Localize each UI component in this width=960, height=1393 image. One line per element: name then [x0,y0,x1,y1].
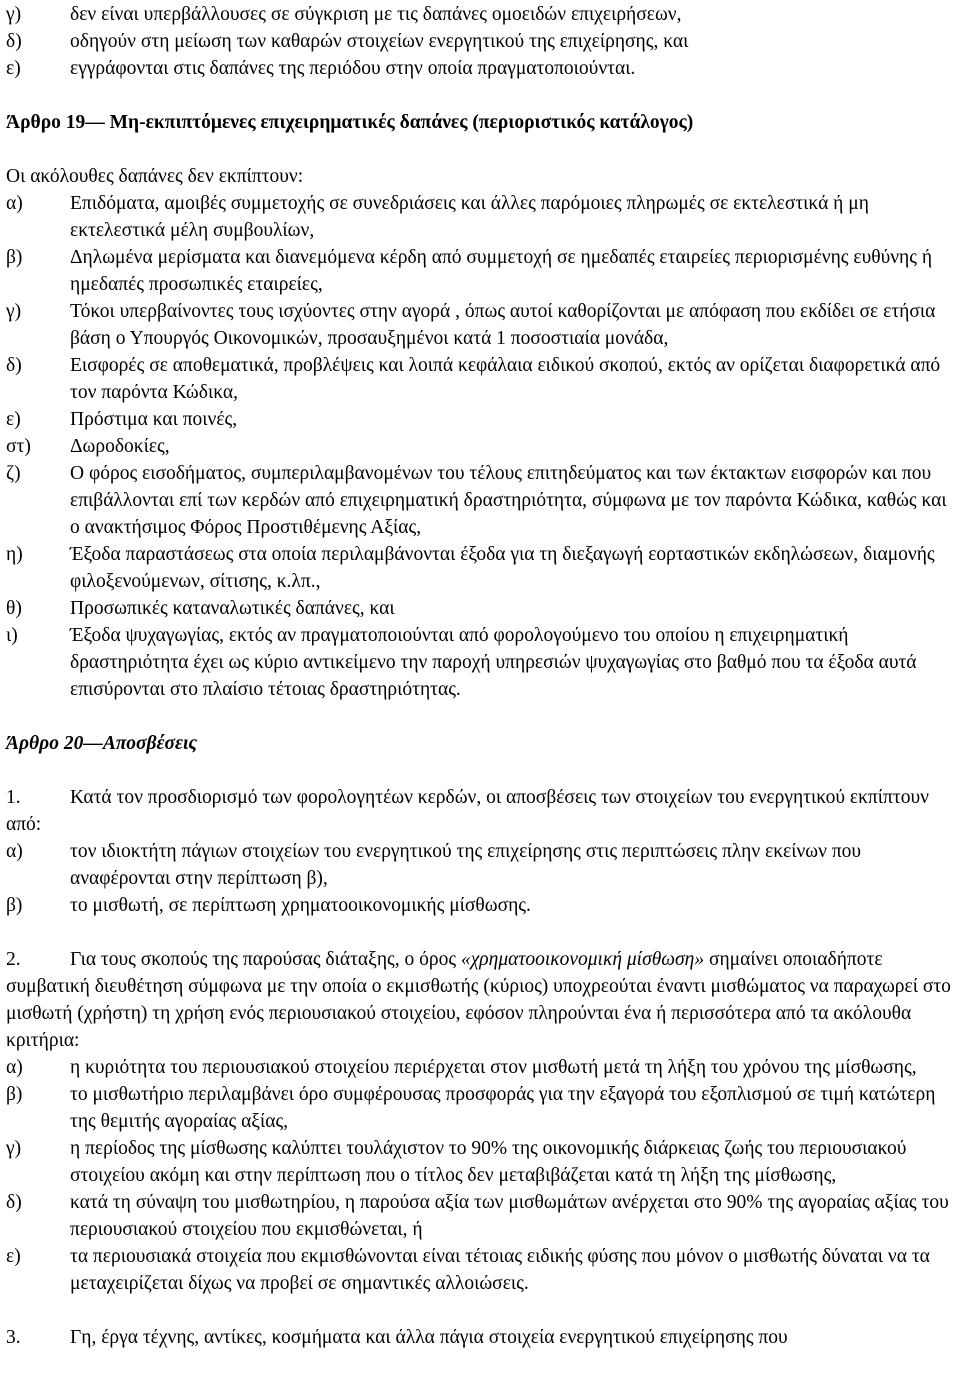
item-text: Έξοδα παραστάσεως στα οποία περιλαμβάνονται έξοδα για τη διεξαγωγή εορταστικών εκδηλώσεων, διαμονής φιλοξενούμενων, σίτισης, κ.λπ., [70,544,935,592]
item-text: το μισθωτήριο περιλαμβάνει όρο συμφέρουσας προσφοράς για την εξαγορά του εξοπλισμού σε τιμή κατώτερη της θεμιτής αγοραίας αξίας, [70,1084,936,1132]
article-19-intro: Οι ακόλουθες δαπάνες δεν εκπίπτουν: [6,166,304,187]
item-text: η περίοδος της μίσθωσης καλύπτει τουλάχιστον το 90% της οικονομικής διάρκειας ζωής του περιουσιακού στοιχείου ακόμη και στην περίπτωση που ο τίτλος δεν μεταβιβάζεται κατά τη λήξη της μίσθωσης, [70,1138,907,1186]
list-item [6,352,954,406]
item-marker: β) [6,1084,23,1105]
item-marker: β) [6,247,23,268]
item-text: Έξοδα ψυχαγωγίας, εκτός αν πραγματοποιούνται από φορολογούμενο του οποίου η επιχειρηματική δραστηριότητα έχει ως κύριο αντικείμενο την παροχή υπηρεσιών ψυχαγωγίας στο βαθμό που τα έξοδα αυτά επισύρονται στο πλαίσιο τέτοιας δραστηριότητας. [70,625,917,700]
spacer [6,919,954,946]
list-item [6,1,954,28]
paragraph-3 [6,1324,954,1351]
item-marker: δ) [6,1192,22,1213]
item-marker: η) [6,544,23,565]
item-marker: α) [6,841,23,862]
list-item [6,1054,954,1081]
item-marker: δ) [6,355,22,376]
defined-term: «χρηματοοικονομική μίσθωση» [460,949,705,970]
list-item [6,28,954,55]
list-item [6,406,954,433]
item-marker: β) [6,895,23,916]
paragraph-body: Γη, έργα τέχνης, αντίκες, κοσμήματα και άλλα πάγια στοιχεία ενεργητικού επιχείρησης που [70,1327,788,1348]
list-item [6,595,954,622]
item-text: τα περιουσιακά στοιχεία που εκμισθώνονται είναι τέτοιας ειδικής φύσης που μόνον ο μισθωτής δύναται να τα μεταχειρίζεται δίχως να προβεί σε σημαντικές αλλοιώσεις. [70,1246,930,1294]
list-item [6,298,954,352]
item-text: Ο φόρος εισοδήματος, συμπεριλαμβανομένων του τέλους επιτηδεύματος και των έκτακτων εισφορών και που επιβάλλονται επί των κερδών από επιχειρηματική δραστηριότητα, σύμφωνα με τον παρόντα Κώδικα, καθώς και ο ανακτήσιμος Φόρος Προστιθέμενης Αξίας, [70,463,947,538]
paragraph-number: 3. [6,1327,21,1348]
list-item [6,1081,954,1135]
paragraph-body: Κατά τον προσδιορισμό των φορολογητέων κερδών, οι αποσβέσεις των στοιχείων του ενεργητικού εκπίπτουν από: [6,787,929,835]
item-marker: α) [6,193,23,214]
spacer [6,1297,954,1324]
list-item [6,838,954,892]
paragraph-2 [6,946,954,1297]
paragraph-2-text [6,946,954,1054]
document-page [6,1,954,1351]
item-text: το μισθωτή, σε περίπτωση χρηματοοικονομικής μίσθωσης. [70,895,531,916]
item-text: Τόκοι υπερβαίνοντες τους ισχύοντες στην αγορά , όπως αυτοί καθορίζονται με απόφαση που εκδίδει σε ετήσια βάση ο Υπουργός Οικονομικών, προσαυξημένοι κατά 1 ποσοστιαία μονάδα, [70,301,936,349]
list-item [6,1135,954,1189]
article-19-list [6,190,954,703]
item-marker: ζ) [6,463,21,484]
item-text: Δωροδοκίες, [70,436,170,457]
item-text: Επιδόματα, αμοιβές συμμετοχής σε συνεδριάσεις και άλλες παρόμοιες πληρωμές σε εκτελεστικά ή μη εκτελεστικά μέλη συμβουλίων, [70,193,869,241]
item-marker: ε) [6,409,21,430]
article-20-title: Άρθρο 20—Αποσβέσεις [6,733,198,754]
list-item [6,892,954,919]
paragraph-body-end: σημαίνει οποιαδήποτε συμβατική διευθέτηση σύμφωνα με την οποία ο εκμισθωτής (κύριος) υποχρεούται έναντι μισθώματος να παραχωρεί στο μισθωτή (χρήστη) τη χρήση ενός περιουσιακού στοιχείου, εφόσον πληρούνται ένα ή περισσότερα από τα ακόλουθα κριτήρια: [6,949,951,1051]
item-marker: γ) [6,301,22,322]
paragraph-body-start: Για τους σκοπούς της παρούσας διάταξης, ο όρος [70,949,461,970]
list-item [6,622,954,703]
item-marker: στ) [6,436,31,457]
item-text: Προσωπικές καταναλωτικές δαπάνες, και [70,598,395,619]
item-marker: α) [6,1057,23,1078]
previous-article-items [6,1,954,82]
list-item [6,433,954,460]
list-item [6,460,954,541]
list-item [6,55,954,82]
item-text: Εισφορές σε αποθεματικά, προβλέψεις και λοιπά κεφάλαια ειδικού σκοπού, εκτός αν ορίζεται διαφορετικά από τον παρόντα Κώδικα, [70,355,941,403]
paragraph-1-text [6,784,954,838]
spacer [6,136,954,163]
item-text: Πρόστιμα και ποινές, [70,409,238,430]
item-text: Δηλωμένα μερίσματα και διανεμόμενα κέρδη από συμμετοχή σε ημεδαπές εταιρείες περιορισμένης ευθύνης ή ημεδαπές προσωπικές εταιρείες, [70,247,933,295]
article-19-title: Άρθρο 19— Μη-εκπιπτόμενες επιχειρηματικές δαπάνες (περιοριστικός κατάλογος) [6,112,694,133]
list-item [6,190,954,244]
list-item [6,244,954,298]
item-marker: γ) [6,4,22,25]
item-text: δεν είναι υπερβάλλουσες σε σύγκριση με τις δαπάνες ομοειδών επιχειρήσεων, [70,4,682,25]
list-item [6,1243,954,1297]
paragraph-number: 1. [6,787,21,808]
spacer [6,757,954,784]
spacer [6,82,954,109]
item-text: κατά τη σύναψη του μισθωτηρίου, η παρούσα αξία των μισθωμάτων ανέρχεται στο 90% της αγοραίας αξίας του περιουσιακού στοιχείου που εκμισθώνεται, ή [70,1192,949,1240]
paragraph-number: 2. [6,949,21,970]
item-text: τον ιδιοκτήτη πάγιων στοιχείων του ενεργητικού της επιχείρησης στις περιπτώσεις πλην εκείνων που αναφέρονται στην περίπτωση β), [70,841,862,889]
item-marker: θ) [6,598,22,619]
item-text: εγγράφονται στις δαπάνες της περιόδου στην οποία πραγματοποιούνται. [70,58,636,79]
list-item [6,1189,954,1243]
item-marker: ε) [6,1246,21,1267]
item-marker: ι) [6,625,18,646]
spacer [6,703,954,730]
item-marker: δ) [6,31,22,52]
item-marker: γ) [6,1138,22,1159]
item-text: οδηγούν στη μείωση των καθαρών στοιχείων ενεργητικού της επιχείρησης, και [70,31,689,52]
item-marker: ε) [6,58,21,79]
item-text: η κυριότητα του περιουσιακού στοιχείου περιέρχεται στον μισθωτή μετά τη λήξη του χρόνου της μίσθωσης, [70,1057,917,1078]
list-item [6,541,954,595]
paragraph-1 [6,784,954,919]
